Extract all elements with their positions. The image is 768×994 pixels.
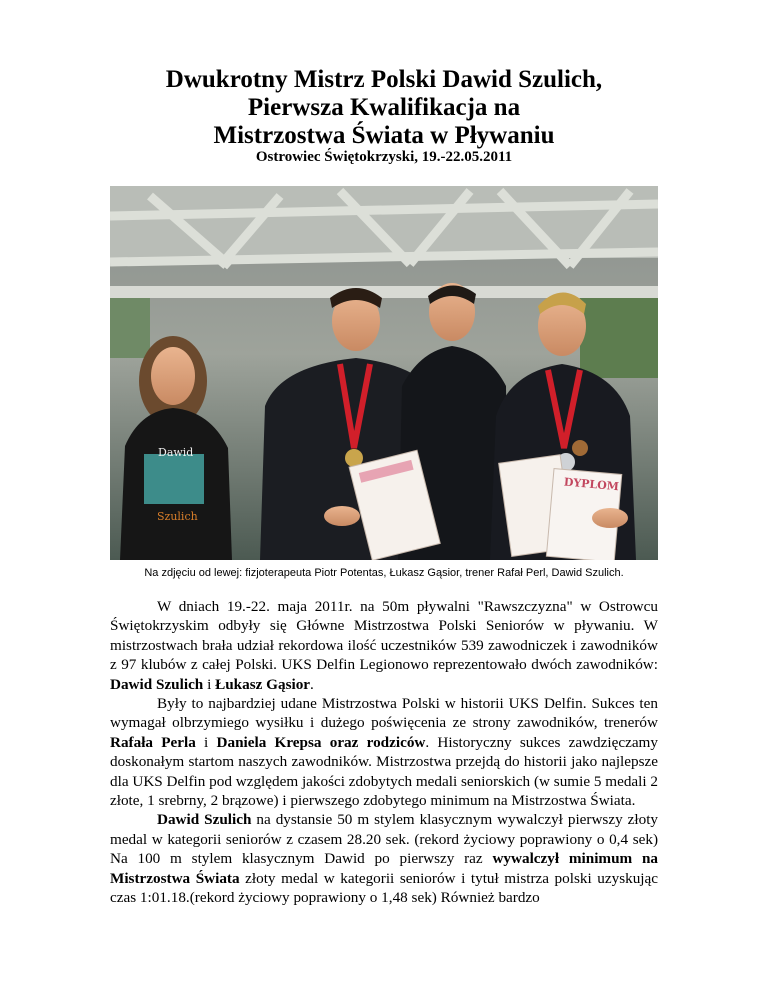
title-line-1: Dwukrotny Mistrz Polski Dawid Szulich, (165, 66, 603, 93)
paragraph-2 (110, 694, 658, 810)
p1-text-3: . (310, 675, 314, 693)
p3-text-2: złoty medal w kategorii seniorów i tytuł mistrza polski uzyskując czas 1:01.18.(rekord życiowy poprawiony o 1,48 sek) Również bardzo (110, 869, 658, 907)
p1-bold-1: Dawid Szulich (110, 675, 204, 693)
p3-bold-1: Dawid Szulich (157, 811, 252, 829)
p2-bold-2: Daniela Krepsa oraz rodziców (216, 733, 426, 751)
p2-bold-1: Rafała Perla (110, 733, 196, 751)
p1-text-2: i (203, 675, 216, 693)
page-subtitle: Ostrowiec Świętokrzyski, 19.-22.05.2011 (255, 149, 513, 165)
p2-text-2: i (195, 733, 217, 751)
p3-bold-2: wywalczył minimum na Mistrzostwa Świata (110, 850, 659, 887)
photo-caption: Na zdjęciu od lewej: fizjoterapeuta Piotr Potentas, Łukasz Gąsior, trener Rafał Perl, Dawid Szulich. (144, 567, 624, 579)
tshirt-text-bottom: Szulich (157, 510, 198, 523)
paragraph-1 (110, 597, 658, 694)
page-title (0, 66, 768, 150)
paragraph-3 (110, 810, 658, 907)
p1-bold-2: Łukasz Gąsior (215, 675, 311, 693)
article-body (110, 597, 658, 908)
diploma-label: DYPLOM (563, 475, 620, 494)
p1-text-1: W dniach 19.-22. maja 2011r. na 50m pływalni "Rawszczyzna" w Ostrowcu Świętokrzyskim odbyły się Główne Mistrzostwa Polski Seniorów w pływaniu. W mistrzostwach brała udział rekordowa ilość uczestników 539 zawodniczek i zawodników z 97 klubów z całej Polski. UKS Delfin Legionowo reprezentowało dwóch zawodników: (110, 598, 658, 674)
tshirt-text-top: Dawid (158, 446, 194, 459)
title-line-3: Mistrzostwa Świata w Pływaniu (213, 122, 555, 149)
title-line-2: Pierwsza Kwalifikacja na (247, 94, 521, 121)
p2-text-1: Były to najbardziej udane Mistrzostwa Polski w historii UKS Delfin. Sukces ten wymagał olbrzymiego wysiłku i dużego poświęcenia ze strony zawodników, trenerów (110, 695, 658, 732)
p2-text-3: . Historyczny sukces zawdzięczamy doskonałym startom naszych zawodników. Mistrzostwa przejdą do historii jako najlepsze dla UKS Delfin pod względem jakości zdobytych medali seniorskich (w sumie 5 medali 2 złote, 1 srebrny, 2 brązowe) i pierwszego zdobytego minimum na Mistrzostwa Świata. (110, 733, 658, 810)
team-photo (110, 186, 658, 560)
p3-text-1: na dystansie 50 m stylem klasycznym wywalczył pierwszy złoty medal w kategorii seniorów z czasem 28.20 sek. (rekord życiowy poprawiony o 0,4 sek) Na 100 m stylem klasycznym Dawid po pierwszy raz (110, 811, 659, 868)
